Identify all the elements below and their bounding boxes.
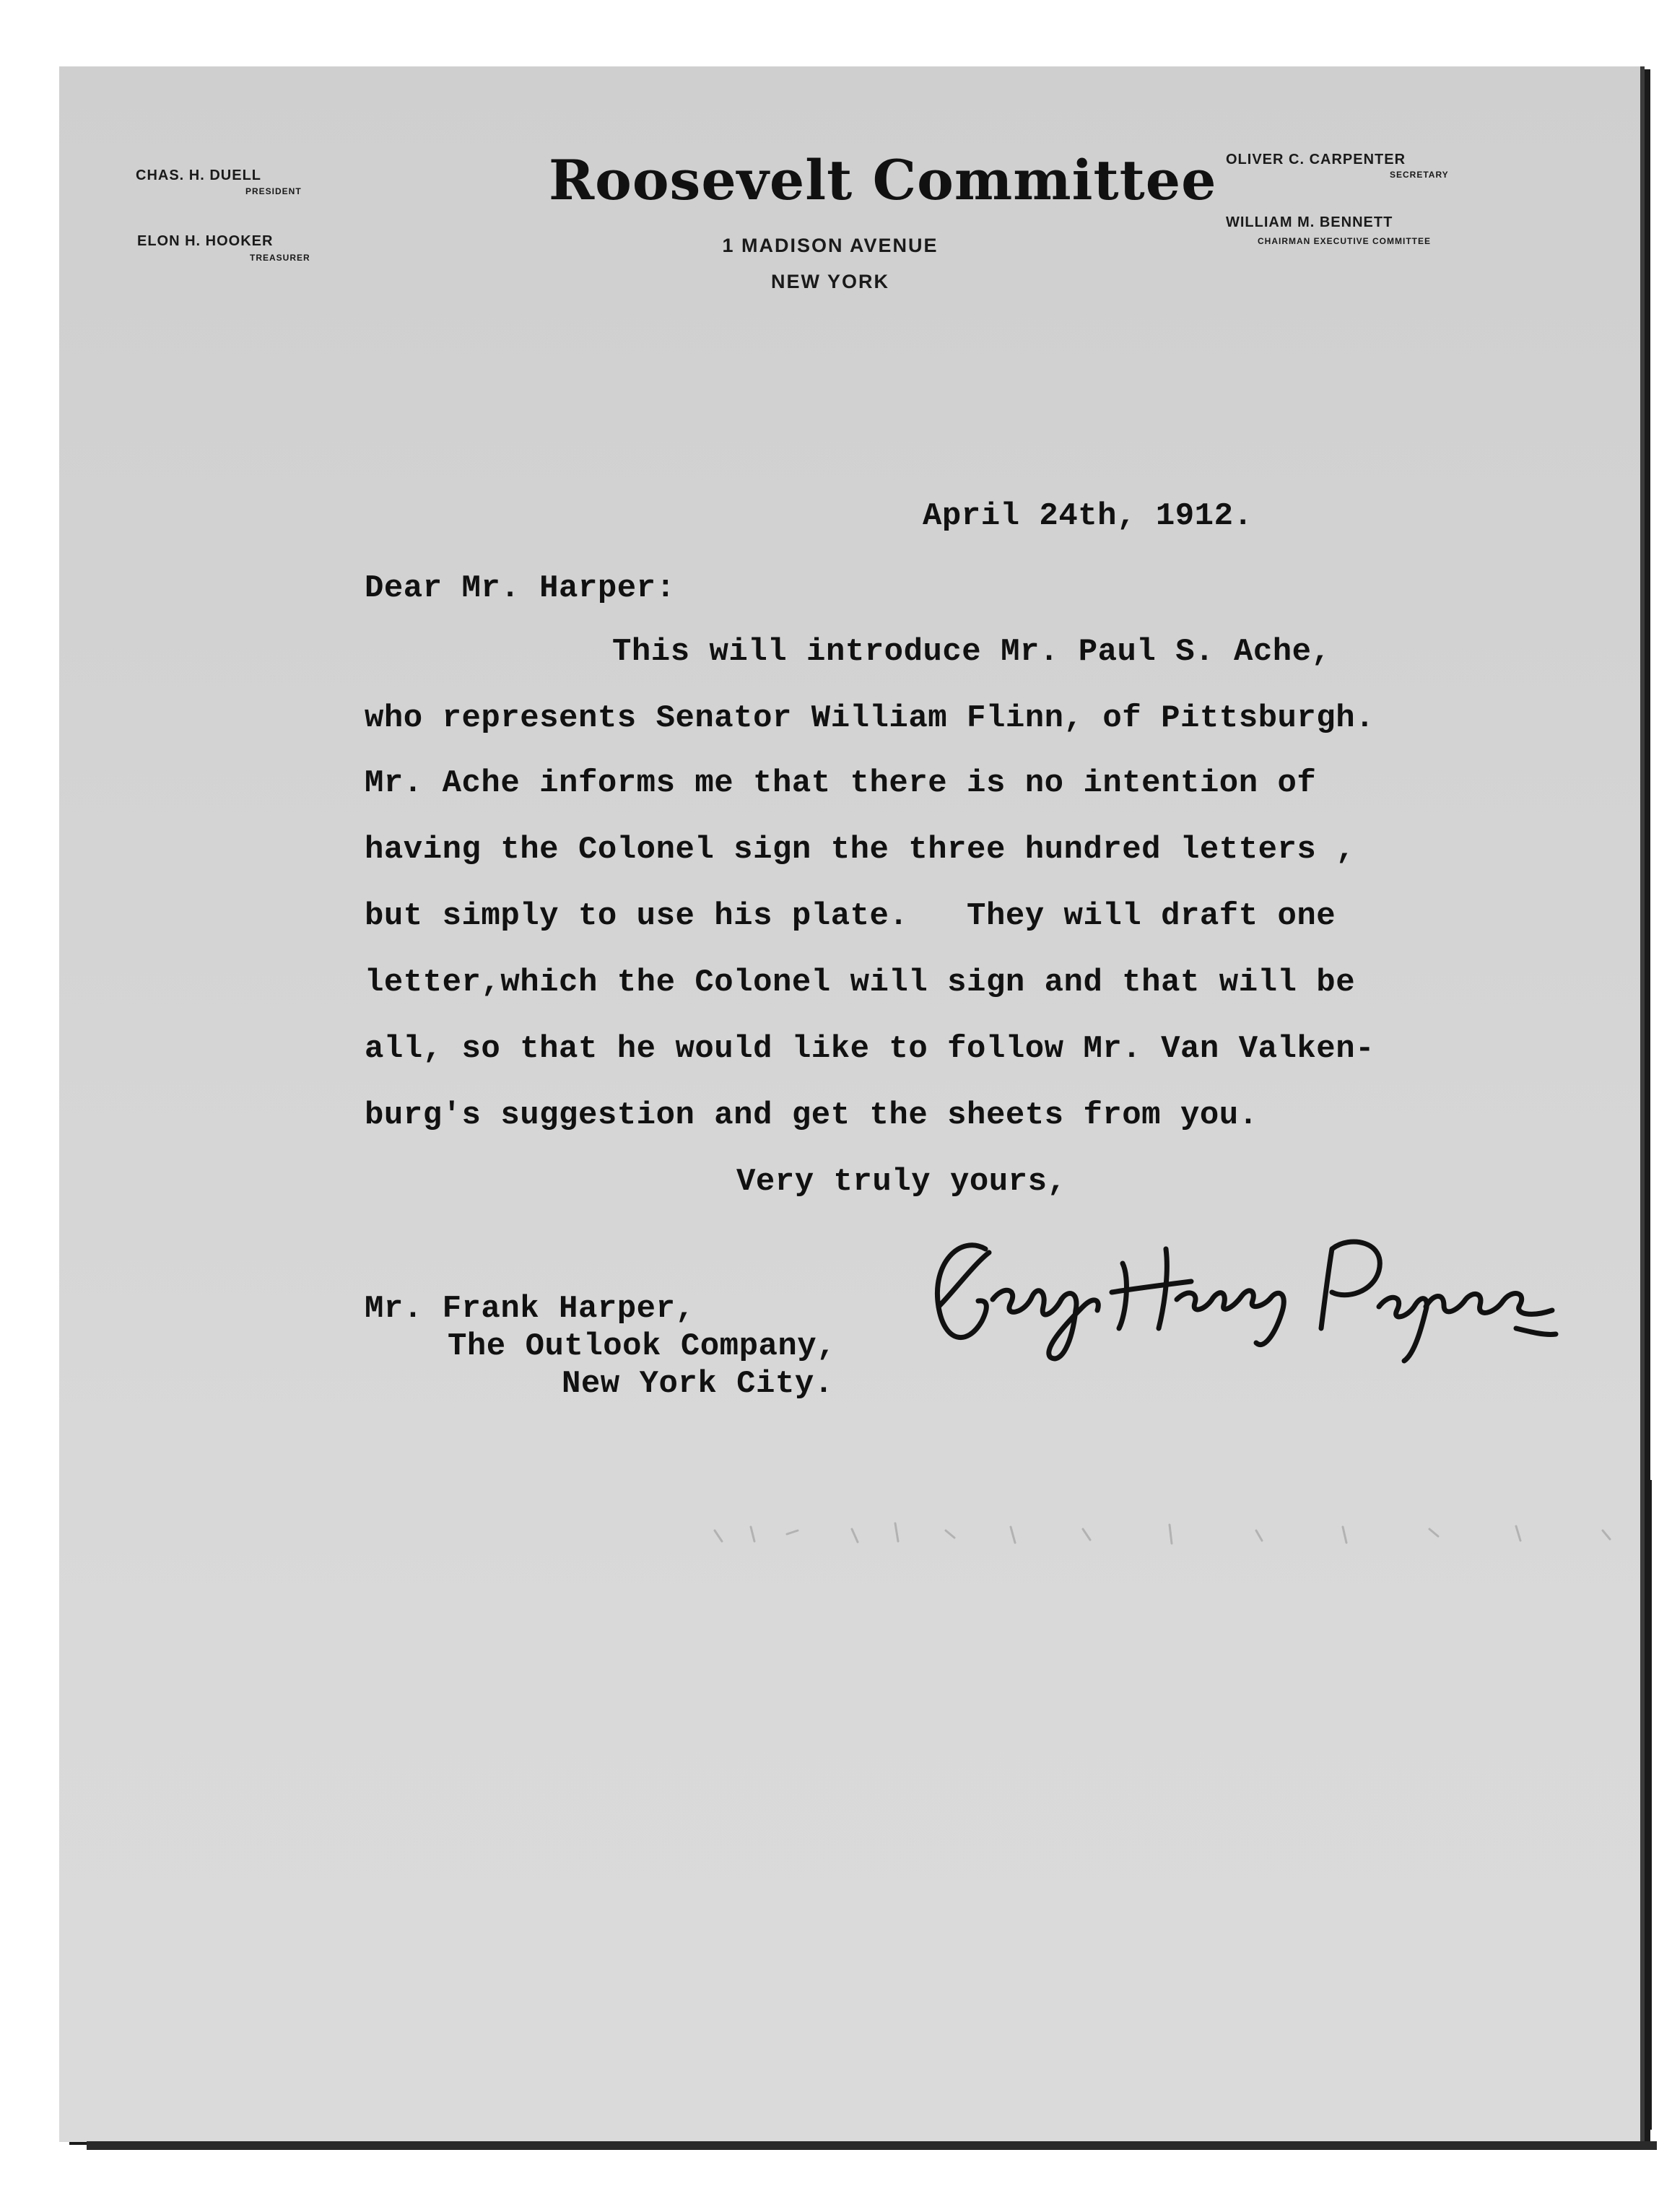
officer-role-chairman: CHAIRMAN EXECUTIVE COMMITTEE xyxy=(1258,236,1432,246)
handwritten-signature xyxy=(917,1220,1567,1379)
body-line: having the Colonel sign the three hundred letters , xyxy=(365,832,1356,868)
recipient-city: New York City. xyxy=(562,1366,834,1402)
recipient-name: Mr. Frank Harper, xyxy=(365,1291,695,1327)
letterhead-address-line1: 1 MADISON AVENUE xyxy=(722,235,939,256)
officer-role-president: PRESIDENT xyxy=(245,186,302,196)
officer-role-secretary: SECRETARY xyxy=(1390,170,1449,180)
body-line: Mr. Ache informs me that there is no intention of xyxy=(365,765,1317,801)
body-line: all, so that he would like to follow Mr. Van Valken- xyxy=(365,1031,1375,1067)
officer-name-treasurer: ELON H. HOOKER xyxy=(137,233,274,249)
sheet-bottom-edge xyxy=(87,2141,1657,2150)
body-line: This will introduce Mr. Paul S. Ache, xyxy=(612,634,1331,670)
officer-role-treasurer: TREASURER xyxy=(250,253,310,263)
body-line: burg's suggestion and get the sheets from you. xyxy=(365,1097,1258,1133)
letterhead-address-line2: NEW YORK xyxy=(770,271,889,292)
body-line: but simply to use his plate. They will draft one xyxy=(365,898,1336,934)
bleed-through-marks xyxy=(707,1516,1646,1552)
recipient-company: The Outlook Company, xyxy=(448,1328,837,1364)
letter-date: April 24th, 1912. xyxy=(923,498,1253,534)
officer-name-chairman: WILLIAM M. BENNETT xyxy=(1226,214,1393,230)
body-line: who represents Senator William Flinn, of Pittsburgh. xyxy=(365,700,1375,736)
officer-name-president: CHAS. H. DUELL xyxy=(136,167,261,183)
letter-closing: Very truly yours, xyxy=(736,1164,1067,1200)
officer-name-secretary: OLIVER C. CARPENTER xyxy=(1226,152,1406,167)
letter-salutation: Dear Mr. Harper: xyxy=(365,570,676,606)
body-line: letter,which the Colonel will sign and that will be xyxy=(365,965,1356,1001)
letterhead-title: Roosevelt Committee xyxy=(549,148,1217,212)
